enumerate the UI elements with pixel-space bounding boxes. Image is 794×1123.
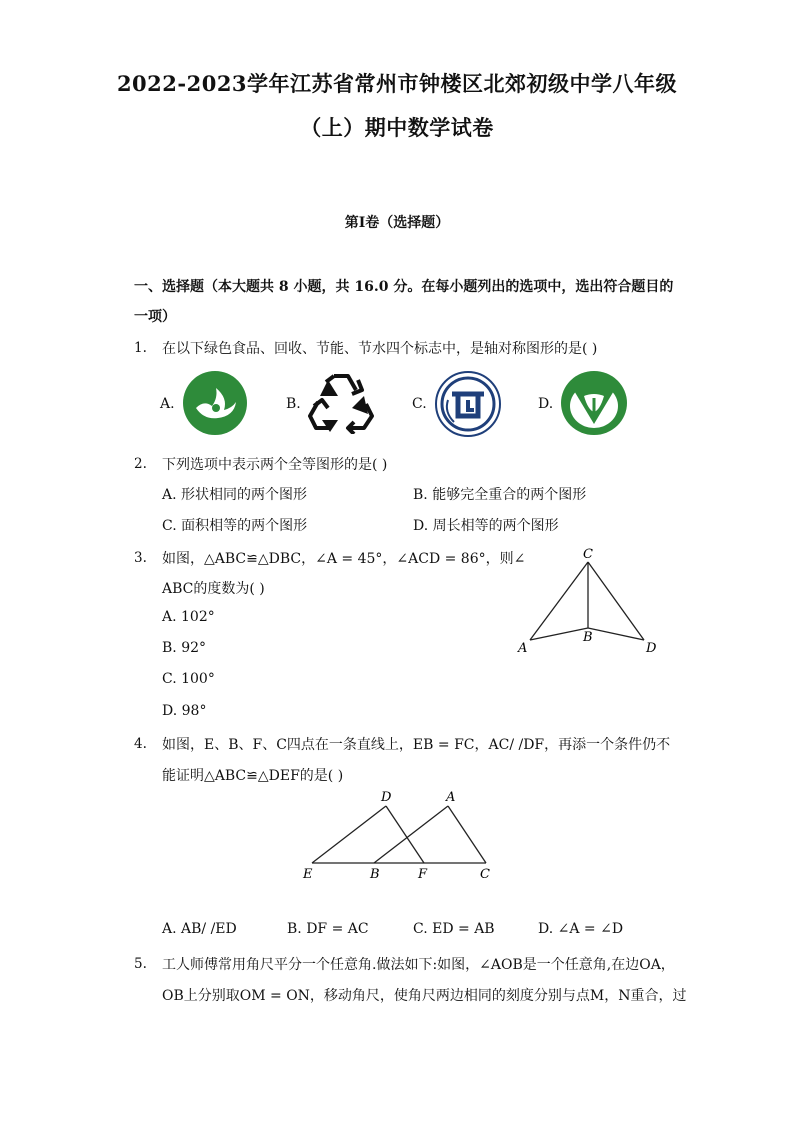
part1-instruction-line2: 一项） <box>134 309 176 325</box>
q4-option-b: B. DF = AC <box>287 921 369 937</box>
q5-number: 5. <box>134 956 147 972</box>
q3-option-c: C. 100° <box>162 671 215 687</box>
q4-stem-line1: 如图，E、B、F、C四点在一条直线上，EB = FC，AC/ /DF，再添一个条件仍不 <box>162 737 671 753</box>
q4-label-a: A <box>446 790 456 805</box>
q1-stem: 在以下绿色食品、回收、节能、节水四个标志中，是轴对称图形的是( ) <box>162 341 598 357</box>
q4-label-e: E <box>303 867 313 882</box>
q5-stem-line2: OB上分别取OM = ON，移动角尺，使角尺两边相同的刻度分别与点M，N重合，过 <box>162 988 687 1004</box>
q4-label-b: B <box>370 867 380 882</box>
q3-label-a: A <box>518 641 528 656</box>
q4-option-a: A. AB/ /ED <box>162 921 237 937</box>
q3-label-d: D <box>646 641 657 656</box>
q4-label-c: C <box>480 867 490 882</box>
section-heading: 第I卷（选择题） <box>344 215 450 231</box>
q4-option-c: C. ED = AB <box>413 921 495 937</box>
q4-label-f: F <box>418 867 428 882</box>
q3-stem-line2: ABC的度数为( ) <box>162 581 265 597</box>
q1-option-d-label: D. <box>538 396 554 412</box>
q3-option-d: D. 98° <box>162 703 207 719</box>
part1-instruction-line1: 一、选择题（本大题共 8 小题，共 16.0 分。在每小题列出的选项中，选出符合题目的 <box>134 279 674 295</box>
q1-option-c-label: C. <box>412 396 427 412</box>
q1-option-a-label: A. <box>160 396 175 412</box>
energy-saving-logo-icon <box>434 370 502 442</box>
q4-stem-line2: 能证明△ABC≌△DEF的是( ) <box>162 768 344 784</box>
q3-number: 3. <box>134 550 147 566</box>
q2-option-d: D. 周长相等的两个图形 <box>413 518 559 534</box>
q2-option-c: C. 面积相等的两个图形 <box>162 518 308 534</box>
exam-title-line2: （上）期中数学试卷 <box>300 115 494 140</box>
q3-option-a: A. 102° <box>162 609 215 625</box>
q2-number: 2. <box>134 456 147 472</box>
exam-title-line1: 2022-2023学年江苏省常州市钟楼区北郊初级中学八年级 <box>116 71 678 96</box>
q5-stem-line1: 工人师傅常用角尺平分一个任意角.做法如下:如图，∠AOB是一个任意角,在边OA， <box>162 957 675 973</box>
recycle-logo-icon <box>308 370 374 438</box>
q3-stem-line1: 如图，△ABC≌△DBC，∠A = 45°，∠ACD = 86°，则∠ <box>162 551 526 567</box>
q2-stem: 下列选项中表示两个全等图形的是( ) <box>162 457 388 473</box>
q3-option-b: B. 92° <box>162 640 207 656</box>
water-saving-logo-icon <box>560 370 628 440</box>
q3-triangle-figure <box>510 544 670 664</box>
q4-number: 4. <box>134 736 147 752</box>
q1-option-b-label: B. <box>286 396 301 412</box>
q4-triangles-figure <box>296 786 502 890</box>
q3-label-b: B <box>583 630 593 645</box>
q3-label-c: C <box>583 547 593 562</box>
q2-option-a: A. 形状相同的两个图形 <box>162 487 308 503</box>
q4-label-d: D <box>381 790 392 805</box>
q4-option-d: D. ∠A = ∠D <box>538 921 624 937</box>
q2-option-b: B. 能够完全重合的两个图形 <box>413 487 587 503</box>
green-food-logo-icon <box>182 370 248 440</box>
q1-number: 1. <box>134 340 147 356</box>
